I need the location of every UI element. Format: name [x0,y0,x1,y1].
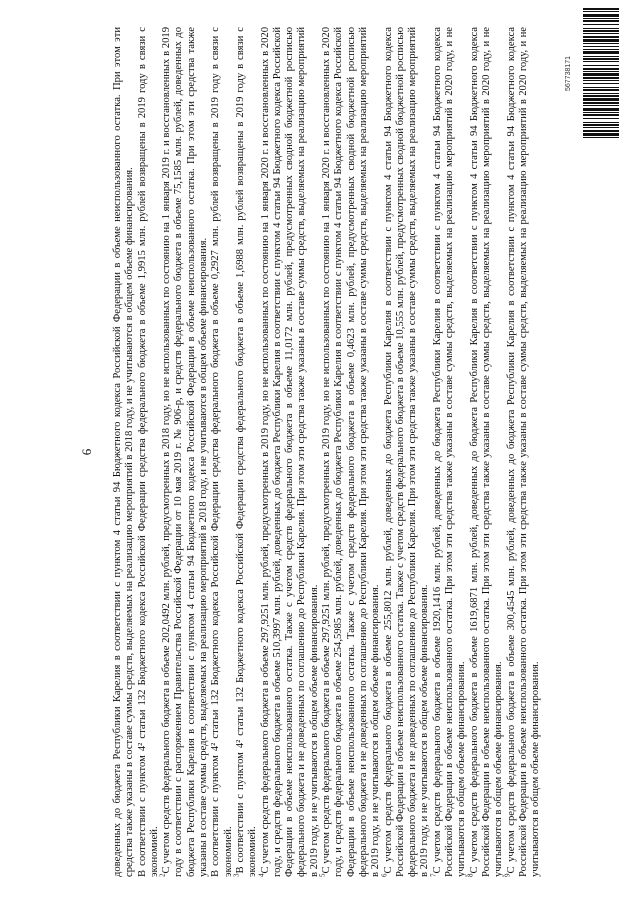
intro-paragraph-2: В соответствии с пунктом 4² статьи 132 Бюджетного кодекса Российской Федерации средства федерального бюджета в объеме 1,9915 млн. рублей возвращены в 2019 году в связи с экономией. [136,27,160,877]
barcode-caption: 567738171 [565,55,572,91]
footnote-mark: 3 [232,873,241,877]
rotated-text-block [80,27,600,877]
footnote-2 [158,27,210,877]
footnote-text: С учетом средств федерального бюджета в объеме 297,9251 млн. рублей, предусмотренных в 2019 году, но не использованных по состоянию на 1 января 2020 г. и восстановленных в 2020 году, и средств федерального бюджета в объеме 254,5985 млн. рублей, доведенных до бюджета Республики Карелия в соответствии с пунктом 4 статьи 94 Бюджетного кодекса Российской Федерации в объеме неиспользованного остатка. Также с учетом средств федерального бюджета в объеме 0,4623 млн. рублей, предусмотренных сводной бюджетной росписью федерального бюджета и не доведенных по соглашению до Республики Карелия. При этом эти средства также указаны в составе суммы средств, выделяемых на реализацию мероприятий в 2019 году, и не учитываются в общем объеме финансирования. [321,27,382,877]
footnote-mark: 6 [380,873,388,877]
footnote-mark: 5 [318,873,327,877]
barcode-icon [583,8,619,138]
footnote-7 [429,27,469,877]
footnote-text: С учетом средств федерального бюджета в объеме 202,0492 млн. рублей, предусмотренных в 2018 году, но не использованных по состоянию на 1 января 2019 г. и восстановленных в 2019 году в соответствии с распоряжением Правительства Российской Федерации от 10 мая 2019 г. № 906-р, и средств федерального бюджета в объеме 75,1585 млн. рублей, доведенных до бюджета Республики Карелия в соответствии с пунктом 4 статьи 94 Бюджетного кодекса Российской Федерации в объеме неиспользованного остатка. При этом эти средства также указаны в составе суммы средств, выделяемых на реализацию мероприятий в 2018 году, и не учитываются в общем объеме финансирования. [161,27,210,877]
footnote-6 [380,27,432,877]
footnote-text: С учетом средств федерального бюджета в объеме 1920,1416 млн. рублей, доведенных до бюджета Республики Карелия в соответствии с пунктом 4 статьи 94 Бюджетного кодекса Российской Федерации в объеме неиспользованного остатка. При этом эти средства также указаны в составе суммы средств, выделяемых на реализацию мероприятий в 2020 году, и не учитываются в общем объеме финансирования. [431,27,468,877]
footnote-mark: 7 [429,873,438,877]
footnote-text: С учетом средств федерального бюджета в объеме 300,4545 млн. рублей, доведенных до бюджета Республики Карелия в соответствии с пунктом 4 статьи 94 Бюджетного кодекса Российской Федерации в объеме неиспользованного остатка. При этом эти средства также указаны в составе суммы средств, выделяемых на реализацию мероприятий в 2020 году, и не учитываются в общем объеме финансирования. [505,27,542,877]
footnote-8 [466,27,506,877]
footnote-5 [318,27,382,877]
footnote-text: С учетом средств федерального бюджета в объеме 1619,6871 млн. рублей, доведенных до бюджета Республики Карелия в соответствии с пунктом 4 статьи 94 Бюджетного кодекса Российской Федерации в объеме неиспользованного остатка. При этом эти средства также указаны в составе суммы средств, выделяемых на реализацию мероприятий в 2020 году, и не учитываются в общем объеме финансирования. [468,27,505,877]
footnote-9 [502,27,543,877]
footnote-mark: 8 [466,873,475,877]
footnote-text: С учетом средств федерального бюджета в объеме 255,8012 млн. рублей, доведенных до бюджета Республики Карелия в соответствии с пунктом 4 статьи 94 Бюджетного кодекса Российской Федерации в объеме неиспользованного остатка. Также с учетом средств федерального бюджета в объеме 10,555 млн. рублей, предусмотренных сводной бюджетной росписью федерального бюджета и не доведенных по соглашению до Республики Карелия. При этом эти средства также указаны в составе суммы средств, выделяемых на реализацию мероприятий в 2019 году, и не учитываются в общем объеме финансирования. [382,27,431,877]
footnote-text: В соответствии с пунктом 4² статьи 132 Бюджетного кодекса Российской Федерации средства федерального бюджета в объеме 1,6988 млн. рублей возвращены в 2019 году в связи с экономией. [234,27,259,877]
footnote-mark: 2 [158,873,167,877]
footnote-mark: 9 [502,873,511,877]
footnote-4 [257,27,321,877]
footnote-text: В соответствии с пунктом 4² статьи 132 Бюджетного кодекса Российской Федерации средства федерального бюджета в объеме 0,2927 млн. рублей возвращены в 2019 году в связи с экономией. [210,27,234,877]
intro-paragraph-1: доведенных до бюджета Республики Карелия в соответствии с пунктом 4 статьи 94 Бюджетного кодекса Российской Федерации в объеме неиспользованного остатка. При этом эти средства также указаны в составе суммы средств, выделяемых на реализацию мероприятий в 2018 году, и не учитываются в общем объеме финансирования. [112,27,136,877]
footnote-mark: 4 [257,873,266,877]
page-number: 6 [79,448,94,456]
footnote-text: С учетом средств федерального бюджета в объеме 297,9251 млн. рублей, предусмотренных в 2019 году, но не использованных по состоянию на 1 января 2020 г. и восстановленных в 2020 году, и средств федерального бюджета в объеме 510,3997 млн. рублей, доведенных до бюджета Республики Карелия в соответствии с пунктом 4 статьи 94 Бюджетного кодекса Российской Федерации в объеме неиспользованного остатка. Также с учетом средств федерального бюджета в объеме 11,0172 млн. рублей, предусмотренных сводной бюджетной росписью федерального бюджета и не доведенных по соглашению до Республики Карелия. При этом эти средства также указаны в составе суммы средств, выделяемых на реализацию мероприятий в 2019 году, и не учитываются в общем объеме финансирования. [259,27,320,877]
footnote-3 [232,27,260,877]
footnote-list [158,27,542,877]
footnote-2-return [210,27,235,877]
